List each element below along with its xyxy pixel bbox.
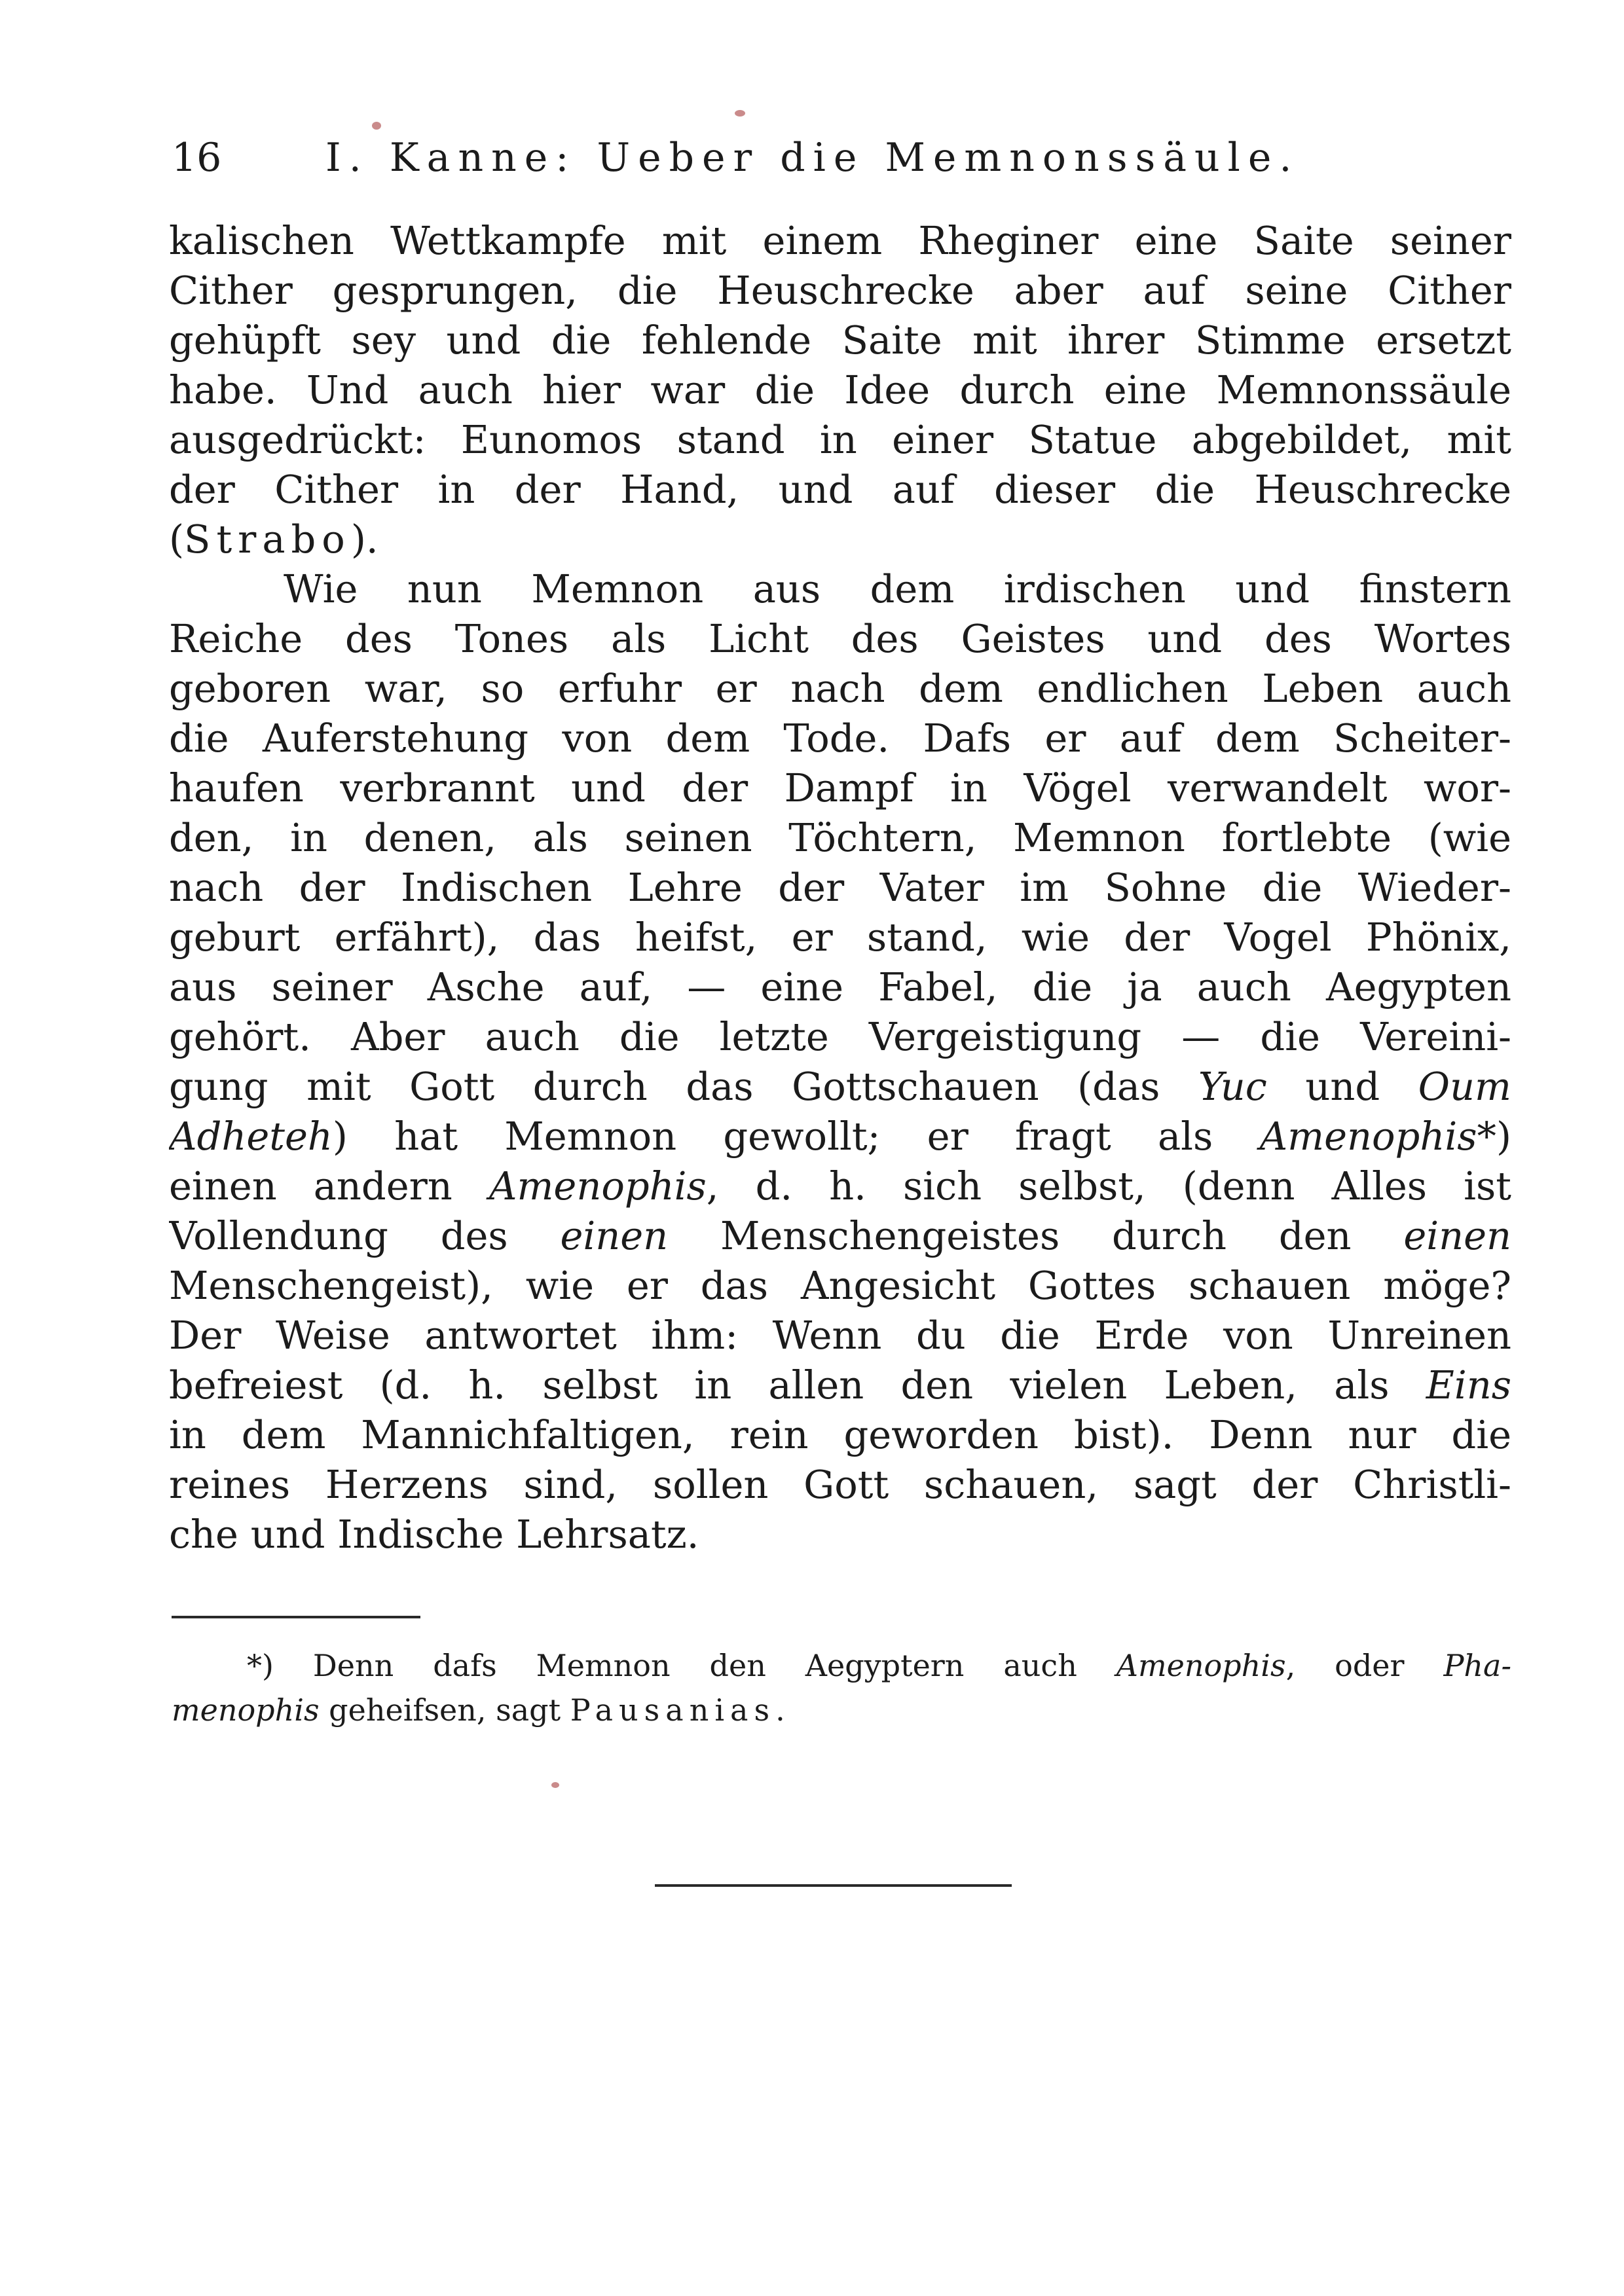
footnote-divider: [172, 1616, 420, 1618]
text-line: [169, 515, 1511, 564]
page-number: 16: [172, 135, 222, 181]
text-line: Menschengeist), wie er das Angesicht Gottes schauen möge?: [169, 1263, 1511, 1308]
text-line: [169, 1062, 1511, 1112]
end-divider: [655, 1884, 1012, 1887]
text-segment: geheifsen, sagt: [319, 1692, 570, 1728]
text-line: kalischen Wettkampfe mit einem Rheginer eine Saite seiner: [169, 218, 1511, 263]
text-line: habe. Und auch hier war die Idee durch eine Memnonssäule: [169, 367, 1511, 412]
ink-speck: [735, 110, 745, 117]
page-header: [172, 128, 1370, 187]
text-line: die Auferstehung von dem Tode. Dafs er auf dem Scheiter-: [169, 716, 1511, 761]
text-segment: , d. h. sich selbst, (denn Alles ist: [706, 1163, 1511, 1209]
text-line: [169, 1161, 1511, 1211]
text-line: aus seiner Asche auf, — eine Fabel, die ja auch Aegypten: [169, 964, 1511, 1010]
footnote-line: [172, 1688, 1511, 1732]
text-line: [169, 1211, 1511, 1261]
running-title: I. Kanne: Ueber die Memnonssäule.: [325, 135, 1300, 181]
text-line: Wie nun Memnon aus dem irdischen und finstern: [284, 566, 1511, 611]
italic-term: Pha-: [1443, 1648, 1511, 1683]
text-line: che und Indische Lehrsatz.: [169, 1512, 699, 1557]
text-segment: ) hat Memnon gewollt; er fragt als: [332, 1114, 1260, 1159]
footnote-line: [172, 1643, 1511, 1688]
text-line: [169, 1112, 1511, 1161]
italic-term: einen: [1403, 1213, 1511, 1258]
text-segment: .: [775, 1692, 785, 1728]
italic-term: menophis: [172, 1692, 320, 1728]
text-line: Cither gesprungen, die Heuschrecke aber auf seine Cither: [169, 268, 1511, 313]
citation-open: (: [169, 517, 185, 562]
text-line: [169, 1360, 1511, 1410]
text-segment: , oder: [1285, 1648, 1444, 1683]
citation-author: Strabo: [184, 517, 351, 562]
text-segment: Menschengeistes durch den: [668, 1213, 1404, 1258]
footnote-marker: *): [1477, 1114, 1511, 1159]
text-line: den, in denen, als seinen Töchtern, Memnon fortlebte (wie: [169, 815, 1511, 860]
text-line: der Cither in der Hand, und auf dieser die Heuschrecke: [169, 467, 1511, 512]
italic-term: Oum: [1418, 1064, 1511, 1109]
text-segment: gung mit Gott durch das Gottschauen (das: [169, 1064, 1198, 1109]
text-line: gehüpft sey und die fehlende Saite mit ihrer Stimme ersetzt: [169, 318, 1511, 363]
main-text: [169, 216, 1511, 1559]
ink-speck: [551, 1782, 559, 1788]
text-line: in dem Mannichfaltigen, rein geworden bist). Denn nur die: [169, 1412, 1511, 1457]
text-segment: Vollendung des: [169, 1213, 561, 1258]
italic-term: Yuc: [1198, 1064, 1267, 1109]
italic-term: einen: [560, 1213, 669, 1258]
italic-term: Amenophis: [489, 1163, 707, 1209]
italic-term: Amenophis: [1259, 1114, 1477, 1159]
text-line: haufen verbrannt und der Dampf in Vögel verwandelt wor-: [169, 765, 1511, 811]
text-segment: einen andern: [169, 1163, 489, 1209]
text-line: reines Herzens sind, sollen Gott schauen, sagt der Christli-: [169, 1462, 1511, 1507]
text-line: gehört. Aber auch die letzte Vergeistigung — die Vereini-: [169, 1014, 1511, 1059]
text-segment: und: [1266, 1064, 1418, 1109]
text-segment: *) Denn dafs Memnon den Aegyptern auch: [247, 1648, 1116, 1683]
footnote: [172, 1643, 1511, 1732]
text-segment: befreiest (d. h. selbst in allen den vielen Leben, als: [169, 1362, 1426, 1408]
citation-author: Pausanias: [570, 1692, 776, 1728]
text-line: Reiche des Tones als Licht des Geistes und des Wortes: [169, 616, 1511, 661]
ink-speck: [372, 122, 381, 130]
italic-term: Adheteh: [169, 1114, 333, 1159]
italic-term: Amenophis: [1116, 1648, 1286, 1683]
citation-close: ).: [350, 517, 378, 562]
text-line: Der Weise antwortet ihm: Wenn du die Erde von Unreinen: [169, 1313, 1511, 1358]
text-line: geburt erfährt), das heifst, er stand, wie der Vogel Phönix,: [169, 915, 1511, 960]
text-line: geboren war, so erfuhr er nach dem endlichen Leben auch: [169, 666, 1511, 711]
text-line: nach der Indischen Lehre der Vater im Sohne die Wieder-: [169, 865, 1511, 910]
text-line: ausgedrückt: Eunomos stand in einer Statue abgebildet, mit: [169, 417, 1511, 462]
italic-term: Eins: [1426, 1362, 1511, 1408]
